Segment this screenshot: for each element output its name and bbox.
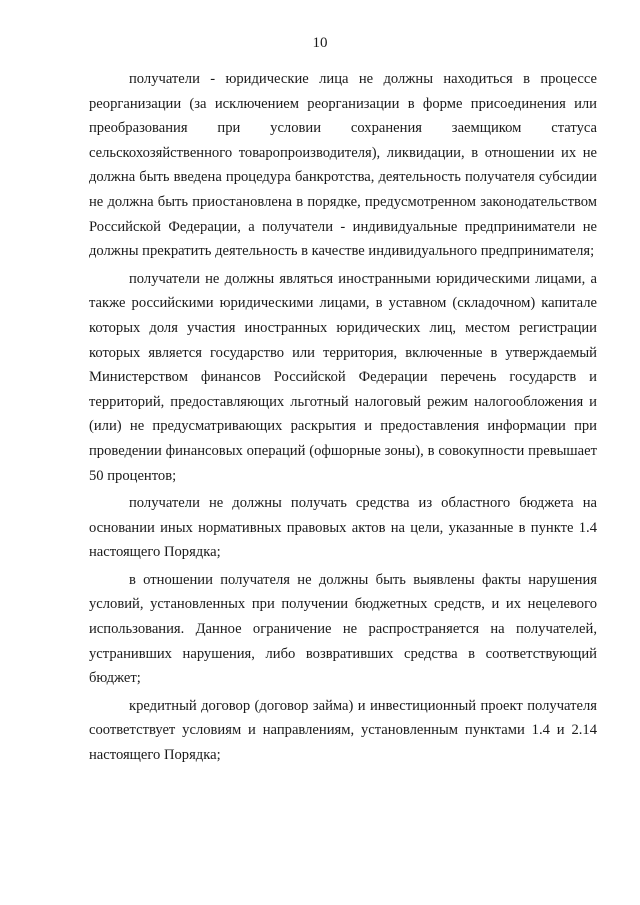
page-number: 10: [312, 35, 328, 51]
paragraph-reorganization-liquidation: получатели - юридические лица не должны находиться в процессе реорганизации (за исключением реорганизации в форме присоединения или преобразования при условии сохранения заемщиком статуса сельскохозяйственного товаропроизводителя), ликвидации, в отношении их не должна быть введена процедура банкротства, деятельность получателя субсидии не должна быть приостановлена в порядке, предусмотренном законодательством Российской Федерации, а получатели - индивидуальные предприниматели не должны прекратить деятельность в качестве индивидуального предпринимателя;: [89, 71, 597, 260]
paragraph-regional-budget-funds: получатели не должны получать средства из областного бюджета на основании иных нормативных правовых актов на цели, указанные в пункте 1.4 настоящего Порядка;: [89, 495, 597, 561]
paragraph-budget-violations: в отношении получателя не должны быть выявлены факты нарушения условий, установленных при получении бюджетных средств, и их нецелевого использования. Данное ограничение не распространяется на получателей, устранивших нарушения, либо возвративших средства в соответствующий бюджет;: [89, 571, 597, 687]
paragraph-credit-agreement: кредитный договор (договор займа) и инвестиционный проект получателя соответствует условиям и направлениям, установленным пунктами 1.4 и 2.14 настоящего Порядка;: [89, 697, 597, 764]
paragraph-foreign-entities: получатели не должны являться иностранными юридическими лицами, а также российскими юридическими лицами, в уставном (складочном) капитале которых доля участия иностранных юридических лиц, местом регистрации которых является государство или территория, включенные в утверждаемый Министерством финансов Российской Федерации перечень государств и территорий, предоставляющих льготный налоговый режим налогообложения и (или) не предусматривающих раскрытия и предоставления информации при проведении финансовых операций (офшорные зоны), в совокупности превышает 50 процентов;: [89, 270, 597, 484]
document-body: [89, 67, 597, 771]
